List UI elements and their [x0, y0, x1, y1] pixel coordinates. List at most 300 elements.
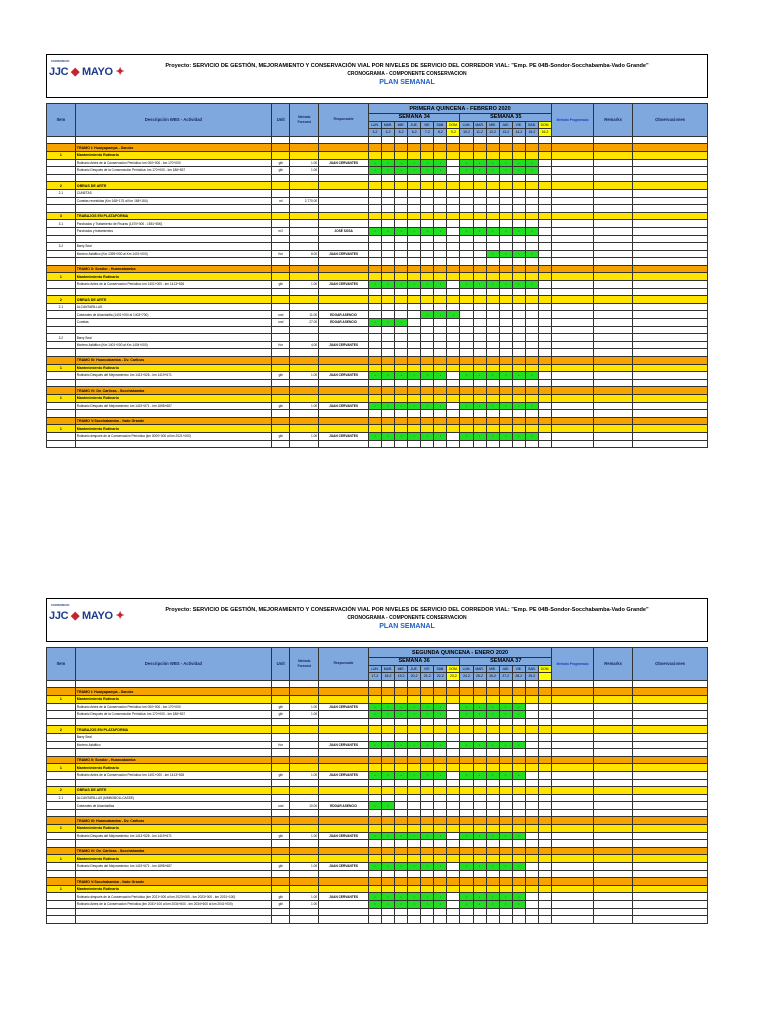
empty-cell — [319, 235, 369, 243]
empty-cell — [395, 136, 408, 144]
day-cell — [408, 311, 421, 319]
scheduled-day-cell — [486, 281, 499, 289]
empty-cell — [593, 680, 632, 688]
day-cell — [538, 863, 551, 871]
section-cell — [408, 855, 421, 863]
empty-cell — [290, 749, 319, 757]
day-cell — [447, 197, 460, 205]
section-cell — [486, 726, 499, 734]
empty-cell — [512, 410, 525, 418]
row-metrado: 1.00 — [290, 432, 319, 440]
day-cell — [473, 341, 486, 349]
scheduled-day-cell — [368, 372, 381, 380]
empty-cell — [593, 205, 632, 213]
notes-cell — [633, 227, 708, 235]
section-cell — [368, 726, 381, 734]
scheduled-day-cell — [368, 703, 381, 711]
row-responsable: JUAN CERVANTES — [319, 863, 369, 871]
section-cell — [593, 817, 632, 825]
day-cell — [395, 250, 408, 258]
notes-cell — [552, 243, 594, 251]
scheduled-day-cell — [460, 703, 473, 711]
scheduled-day-cell — [421, 159, 434, 167]
day-cell — [499, 311, 512, 319]
empty-cell — [486, 349, 499, 357]
row-item — [47, 863, 76, 871]
empty-cell — [272, 916, 290, 924]
section-cell — [421, 357, 434, 365]
row-item — [47, 357, 76, 365]
section-cell — [512, 885, 525, 893]
scheduled-day-cell — [460, 741, 473, 749]
empty-cell — [538, 258, 551, 266]
day-cell — [538, 703, 551, 711]
section-cell — [319, 212, 369, 220]
col-responsable: Responsable — [319, 648, 369, 681]
section-title: Mantenimiento Rutinario — [75, 885, 271, 893]
empty-cell — [486, 916, 499, 924]
day-cell — [434, 189, 447, 197]
empty-cell — [47, 349, 76, 357]
section-cell — [593, 425, 632, 433]
empty-cell — [499, 205, 512, 213]
section-cell — [593, 885, 632, 893]
table-row — [47, 855, 708, 863]
empty-cell — [434, 680, 447, 688]
day-cell — [395, 341, 408, 349]
empty-cell — [593, 870, 632, 878]
section-cell — [593, 787, 632, 795]
day-cell — [421, 197, 434, 205]
day-cell — [408, 319, 421, 327]
section-cell — [473, 756, 486, 764]
row-unit: und — [272, 319, 290, 327]
date-label — [538, 673, 551, 681]
day-cell — [368, 334, 381, 342]
section-cell — [272, 756, 290, 764]
schedule-subtitle: CRONOGRAMA - COMPONENTE CONSERVACION — [347, 615, 467, 621]
section-cell — [473, 364, 486, 372]
section-cell — [290, 878, 319, 886]
section-cell — [525, 296, 538, 304]
empty-cell — [499, 809, 512, 817]
section-cell — [460, 878, 473, 886]
activity-description: Cabezales de Alcantarilla (1401+000 al 1403+700) — [75, 311, 271, 319]
empty-cell — [75, 288, 271, 296]
row-unit — [272, 220, 290, 228]
empty-cell — [447, 288, 460, 296]
section-cell — [473, 787, 486, 795]
section-cell — [538, 787, 551, 795]
section-cell — [408, 726, 421, 734]
empty-cell — [473, 840, 486, 848]
empty-cell — [434, 809, 447, 817]
row-item — [47, 319, 76, 327]
section-cell — [381, 787, 394, 795]
empty-cell — [633, 136, 708, 144]
notes-cell — [593, 703, 632, 711]
table-row — [47, 296, 708, 304]
day-label: MAR. — [473, 121, 486, 129]
section-cell — [395, 787, 408, 795]
section-cell — [290, 726, 319, 734]
section-cell — [319, 756, 369, 764]
scheduled-day-cell — [434, 159, 447, 167]
section-cell — [525, 425, 538, 433]
col-description: Descripción WBS - Actividad — [75, 104, 271, 137]
section-cell — [421, 855, 434, 863]
section-cell — [552, 296, 594, 304]
empty-cell — [382, 410, 395, 418]
scheduled-day-cell — [408, 711, 421, 719]
day-cell — [382, 243, 395, 251]
section-cell — [272, 855, 290, 863]
section-cell — [408, 387, 421, 395]
section-cell — [395, 855, 408, 863]
day-cell — [486, 311, 499, 319]
section-cell — [395, 394, 408, 402]
day-cell — [421, 189, 434, 197]
section-cell — [593, 417, 632, 425]
section-cell — [593, 265, 632, 273]
section-cell — [395, 151, 408, 159]
empty-cell — [447, 410, 460, 418]
empty-cell — [460, 779, 473, 787]
scheduled-day-cell — [499, 250, 512, 258]
section-cell — [499, 387, 512, 395]
section-title: Mantenimiento Rutinario — [75, 425, 271, 433]
day-cell — [395, 303, 408, 311]
section-cell — [512, 878, 525, 886]
empty-cell — [593, 379, 632, 387]
empty-cell — [272, 840, 290, 848]
section-cell — [552, 273, 594, 281]
day-cell — [421, 733, 434, 741]
scheduled-day-cell — [473, 771, 486, 779]
empty-cell — [486, 908, 499, 916]
row-unit: Km — [272, 341, 290, 349]
section-cell — [319, 357, 369, 365]
row-item: 3.1 — [47, 220, 76, 228]
day-cell — [434, 220, 447, 228]
empty-cell — [408, 809, 421, 817]
empty-cell — [460, 349, 473, 357]
table-row — [47, 703, 708, 711]
empty-cell — [525, 908, 538, 916]
empty-cell — [395, 908, 408, 916]
row-item — [47, 402, 76, 410]
scheduled-day-cell — [499, 863, 512, 871]
day-cell — [486, 220, 499, 228]
row-item: 2 — [47, 296, 76, 304]
row-item — [47, 281, 76, 289]
section-cell — [633, 825, 708, 833]
empty-cell — [460, 809, 473, 817]
day-cell — [447, 771, 460, 779]
section-cell — [460, 764, 473, 772]
empty-cell — [499, 779, 512, 787]
scheduled-day-cell — [525, 250, 538, 258]
section-title: TRAMO II: Sondor - Huancabamba — [75, 265, 271, 273]
section-cell — [486, 182, 499, 190]
scheduled-day-cell — [499, 741, 512, 749]
section-cell — [525, 265, 538, 273]
row-unit: glb — [272, 432, 290, 440]
day-label: MIE. — [486, 121, 499, 129]
empty-cell — [434, 136, 447, 144]
day-label: JUE. — [499, 121, 512, 129]
section-cell — [421, 265, 434, 273]
empty-cell — [552, 349, 594, 357]
section-cell — [290, 182, 319, 190]
empty-cell — [382, 288, 395, 296]
section-cell — [368, 417, 381, 425]
empty-cell — [47, 908, 76, 916]
scheduled-day-cell — [421, 893, 434, 901]
row-item: 1 — [47, 394, 76, 402]
scheduled-day-cell — [434, 167, 447, 175]
section-cell — [552, 151, 594, 159]
empty-cell — [593, 349, 632, 357]
scheduled-day-cell — [382, 159, 395, 167]
section-cell — [552, 265, 594, 273]
day-cell — [408, 802, 421, 810]
section-cell — [538, 695, 551, 703]
activity-description: Barry Seal — [75, 733, 271, 741]
notes-cell — [633, 334, 708, 342]
empty-cell — [75, 440, 271, 448]
empty-cell — [512, 205, 525, 213]
section-cell — [486, 817, 499, 825]
empty-cell — [460, 136, 473, 144]
notes-cell — [552, 733, 594, 741]
section-cell — [434, 151, 447, 159]
day-cell — [460, 802, 473, 810]
section-cell — [395, 387, 408, 395]
section-title: Mantenimiento Rutinario — [75, 695, 271, 703]
empty-cell — [593, 718, 632, 726]
notes-cell — [593, 794, 632, 802]
empty-cell — [290, 410, 319, 418]
empty-cell — [525, 235, 538, 243]
scheduled-day-cell — [512, 711, 525, 719]
section-cell — [486, 425, 499, 433]
empty-cell — [499, 349, 512, 357]
empty-cell — [368, 870, 381, 878]
day-cell — [525, 771, 538, 779]
scheduled-day-cell — [434, 711, 447, 719]
date-label: 16-2 — [538, 129, 551, 137]
section-cell — [486, 847, 499, 855]
company-logo — [49, 59, 125, 81]
table-row — [47, 394, 708, 402]
row-item — [47, 802, 76, 810]
empty-cell — [381, 908, 394, 916]
day-cell — [525, 341, 538, 349]
section-cell — [395, 417, 408, 425]
row-responsable — [319, 794, 369, 802]
row-responsable — [319, 189, 369, 197]
day-cell — [434, 334, 447, 342]
empty-cell — [421, 916, 434, 924]
scheduled-day-cell — [512, 832, 525, 840]
table-row — [47, 235, 708, 243]
section-cell — [512, 756, 525, 764]
project-title: Proyecto: SERVICIO DE GESTIÓN, MEJORAMIENTO Y CONSERVACIÓN VIAL POR NIVELES DE SERVICIO DEL CORREDOR VIAL: "Emp. PE 04B-Sondor-Socchabamba-Vado Grande" — [165, 607, 649, 613]
empty-cell — [525, 809, 538, 817]
empty-cell — [75, 870, 271, 878]
empty-cell — [593, 410, 632, 418]
table-row — [47, 326, 708, 334]
section-cell — [473, 695, 486, 703]
section-cell — [633, 417, 708, 425]
section-cell — [319, 425, 369, 433]
scheduled-day-cell — [447, 311, 460, 319]
day-label: SAB. — [525, 665, 538, 673]
section-cell — [552, 144, 594, 152]
empty-cell — [395, 410, 408, 418]
scheduled-day-cell — [434, 432, 447, 440]
scheduled-day-cell — [512, 372, 525, 380]
scheduled-day-cell — [421, 832, 434, 840]
empty-cell — [633, 235, 708, 243]
schedule-table — [46, 647, 708, 924]
section-cell — [512, 787, 525, 795]
empty-cell — [633, 379, 708, 387]
section-cell — [460, 688, 473, 696]
section-cell — [290, 394, 319, 402]
notes-cell — [633, 220, 708, 228]
scheduled-day-cell — [408, 167, 421, 175]
notes-cell — [633, 197, 708, 205]
scheduled-day-cell — [368, 227, 381, 235]
row-unit — [272, 334, 290, 342]
scheduled-day-cell — [486, 901, 499, 909]
empty-cell — [447, 779, 460, 787]
row-item — [47, 417, 76, 425]
empty-cell — [319, 779, 369, 787]
section-cell — [290, 695, 319, 703]
empty-cell — [525, 870, 538, 878]
section-cell — [434, 364, 447, 372]
empty-cell — [486, 440, 499, 448]
section-cell — [499, 878, 512, 886]
empty-cell — [395, 205, 408, 213]
empty-cell — [47, 326, 76, 334]
empty-cell — [499, 174, 512, 182]
section-cell — [512, 726, 525, 734]
empty-cell — [319, 258, 369, 266]
notes-cell — [552, 341, 594, 349]
day-cell — [368, 189, 381, 197]
date-label: 12-2 — [486, 129, 499, 137]
scheduled-day-cell — [434, 893, 447, 901]
empty-cell — [272, 326, 290, 334]
col-item: Item — [47, 104, 76, 137]
empty-cell — [421, 440, 434, 448]
row-metrado — [290, 794, 319, 802]
table-row — [47, 379, 708, 387]
section-cell — [593, 695, 632, 703]
section-cell — [290, 847, 319, 855]
table-row — [47, 794, 708, 802]
notes-cell — [633, 341, 708, 349]
empty-cell — [290, 680, 319, 688]
date-label: 13-2 — [499, 129, 512, 137]
empty-cell — [499, 235, 512, 243]
scheduled-day-cell — [460, 901, 473, 909]
empty-cell — [633, 809, 708, 817]
row-metrado — [290, 334, 319, 342]
section-cell — [473, 394, 486, 402]
table-row — [47, 174, 708, 182]
empty-cell — [408, 440, 421, 448]
section-title: TRAMO IV: Dv. Carlicas - Socchabamba — [75, 847, 271, 855]
section-cell — [290, 756, 319, 764]
table-row — [47, 281, 708, 289]
day-cell — [525, 311, 538, 319]
empty-cell — [473, 680, 486, 688]
sheet-header — [46, 54, 708, 98]
section-cell — [421, 417, 434, 425]
empty-cell — [512, 870, 525, 878]
section-cell — [319, 417, 369, 425]
day-label: DOM. — [447, 121, 460, 129]
section-cell — [434, 425, 447, 433]
scheduled-day-cell — [525, 159, 538, 167]
empty-cell — [421, 258, 434, 266]
section-cell — [395, 182, 408, 190]
section-cell — [473, 885, 486, 893]
row-unit — [272, 189, 290, 197]
empty-cell — [319, 326, 369, 334]
scheduled-day-cell — [473, 281, 486, 289]
section-cell — [633, 296, 708, 304]
empty-cell — [290, 779, 319, 787]
day-cell — [512, 334, 525, 342]
section-cell — [421, 825, 434, 833]
section-cell — [408, 273, 421, 281]
empty-cell — [486, 749, 499, 757]
scheduled-day-cell — [382, 432, 395, 440]
empty-cell — [499, 326, 512, 334]
logo-right: MAYO — [81, 610, 113, 622]
scheduled-day-cell — [434, 311, 447, 319]
notes-cell — [552, 771, 594, 779]
section-cell — [538, 151, 551, 159]
table-row — [47, 372, 708, 380]
empty-cell — [525, 349, 538, 357]
table-row — [47, 440, 708, 448]
empty-cell — [486, 680, 499, 688]
day-cell — [447, 432, 460, 440]
row-responsable: JUAN CERVANTES — [319, 159, 369, 167]
section-cell — [486, 212, 499, 220]
section-cell — [593, 726, 632, 734]
empty-cell — [538, 779, 551, 787]
empty-cell — [408, 718, 421, 726]
section-cell — [538, 847, 551, 855]
section-cell — [447, 212, 460, 220]
table-row — [47, 243, 708, 251]
section-cell — [447, 764, 460, 772]
table-row — [47, 809, 708, 817]
empty-cell — [538, 440, 551, 448]
day-cell — [408, 303, 421, 311]
scheduled-day-cell — [512, 771, 525, 779]
scheduled-day-cell — [408, 227, 421, 235]
day-cell — [368, 250, 381, 258]
